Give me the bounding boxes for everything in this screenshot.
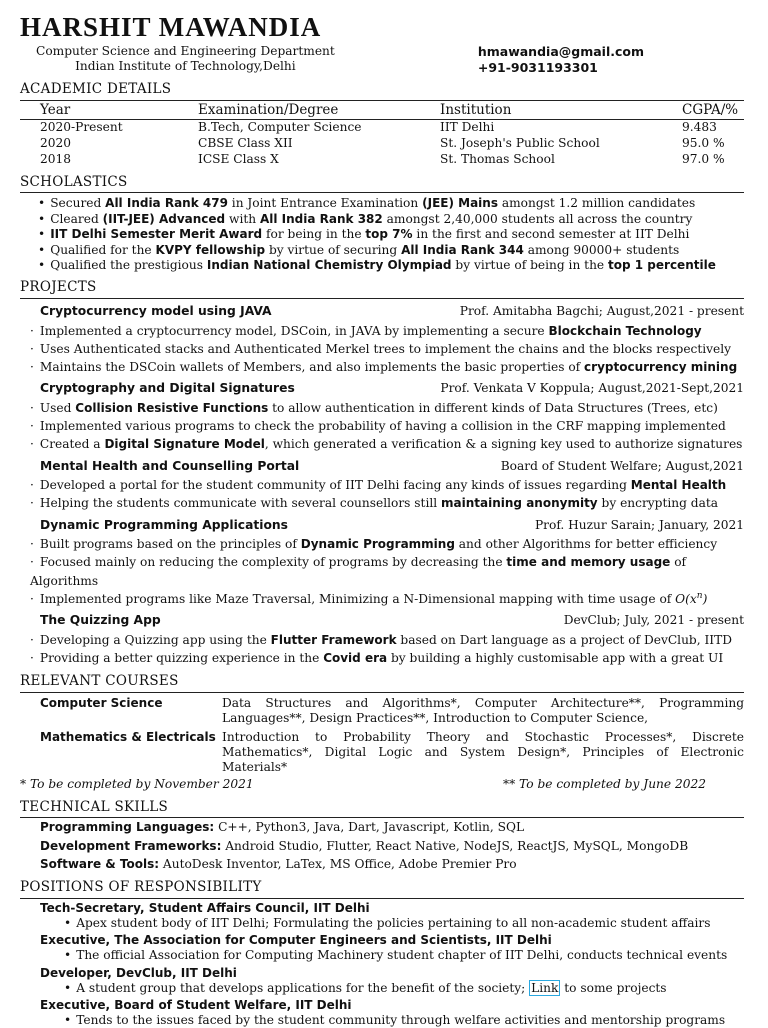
contact-info [478, 44, 644, 75]
plain-text: in the first and second semester at IIT Delhi [412, 227, 690, 242]
skill-row [20, 818, 744, 836]
plain-text: Qualified for the [50, 242, 156, 257]
list-item [30, 553, 744, 590]
cell: 97.0 % [682, 151, 725, 166]
emphasis-text: Covid era [323, 650, 388, 665]
position-desc-after: to some projects [560, 980, 667, 995]
table-row [20, 120, 744, 136]
emphasis-text: (JEE) Mains [422, 196, 498, 211]
cell: St. Joseph's Public School [440, 135, 600, 150]
emphasis-text: Indian National Chemistry Olympiad [206, 257, 452, 272]
list-item [30, 399, 744, 417]
position-desc: • Apex student body of IIT Delhi; Formulating the policies pertaining to all non-academic student affairs [40, 916, 744, 931]
plain-text: Qualified the prestigious [50, 257, 207, 272]
cell: B.Tech, Computer Science [198, 120, 362, 134]
section-positions-title: POSITIONS OF RESPONSIBILITY [20, 879, 744, 899]
plain-text: Implemented various programs to check the probability of having a collision in the CRF mapping implemented [39, 419, 726, 434]
col-institution: Institution [440, 102, 682, 119]
department: Computer Science and Engineering Department [36, 44, 335, 58]
plain-text: amongst 2,40,000 students all across the country [382, 211, 693, 226]
plain-text: among 90000+ students [523, 242, 680, 257]
plain-text: by virtue of securing [265, 242, 402, 257]
project-title: Mental Health and Counselling Portal [40, 458, 300, 473]
emphasis-text: Dynamic Programming [300, 537, 455, 552]
emphasis-text: maintaining anonymity [441, 496, 598, 511]
position-desc: • The official Association for Computing Machinery student chapter of IIT Delhi, conducts technical events [40, 948, 744, 963]
list-item [30, 358, 744, 376]
emphasis-text: KVPY fellowship [155, 242, 266, 257]
position-role: Executive, The Association for Computer Engineers and Scientists, IIT Delhi [40, 933, 552, 948]
list-item [30, 322, 744, 340]
table-row [20, 136, 744, 152]
plain-text: for being in the [262, 227, 366, 242]
plain-text: Built programs based on the principles of [39, 537, 301, 552]
cell: CBSE Class XII [198, 135, 293, 150]
project-points [20, 399, 744, 454]
position-role: Tech-Secretary, Student Affairs Council, IIT Delhi [40, 901, 370, 916]
institute: Indian Institute of Technology,Delhi [75, 59, 296, 74]
skill-row [20, 837, 744, 855]
course-row [20, 730, 744, 776]
emphasis-text: All India Rank 344 [401, 242, 524, 257]
project-header [20, 304, 744, 319]
position-desc-text: A student group that develops applications for the benefit of the society; [76, 980, 526, 995]
plain-text: Helping the students communicate with several counsellors still [39, 496, 442, 511]
plain-text: to allow authentication in different kinds of Data Structures (Trees, etc) [268, 400, 718, 415]
course-row [20, 696, 744, 727]
plain-text: Implemented programs like Maze Traversal, Minimizing a N-Dimensional mapping with time usage of [39, 591, 676, 606]
cell: St. Thomas School [440, 151, 555, 166]
projects-list [20, 304, 744, 667]
emphasis-text: cryptocurrency mining [584, 360, 738, 375]
cell: 9.483 [682, 120, 717, 134]
project-points [20, 322, 744, 377]
project-title: Dynamic Programming Applications [40, 517, 288, 532]
academic-table [20, 102, 744, 167]
project-header [20, 459, 744, 474]
position-role: Executive, Board of Student Welfare, IIT Delhi [40, 997, 352, 1012]
plain-text: Providing a better quizzing experience in the [39, 650, 324, 665]
course-value: Data Structures and Algorithms*, Computer Architecture**, Programming Languages**, Design Practices**, Introduction to Computer Science, [222, 696, 744, 726]
emphasis-text: All India Rank 382 [259, 211, 383, 226]
project-points [20, 631, 744, 668]
section-courses-title: RELEVANT COURSES [20, 673, 744, 693]
project-header [20, 381, 744, 396]
emphasis-text: Flutter Framework [270, 632, 397, 647]
skill-value: C++, Python3, Java, Dart, Javascript, Kotlin, SQL [218, 820, 525, 835]
phone: +91-9031193301 [477, 59, 598, 75]
cell: 2018 [40, 151, 72, 166]
plain-text: Implemented a cryptocurrency model, DSCoin, in JAVA by implementing a secure [39, 323, 549, 338]
emphasis-text: All India Rank 479 [105, 196, 228, 211]
math-text: ) [702, 591, 708, 606]
plain-text: Maintains the DSCoin wallets of Members, and also implements the basic properties of [39, 360, 585, 375]
emphasis-text: top 7% [365, 227, 413, 242]
project-meta: DevClub; July, 2021 - present [563, 613, 744, 628]
table-row [20, 152, 744, 168]
project-title: Cryptocurrency model using JAVA [40, 304, 272, 319]
emphasis-text: (IIT-JEE) Advanced [102, 211, 226, 226]
project-title: Cryptography and Digital Signatures [40, 381, 295, 396]
scholastics-list [20, 196, 744, 273]
list-item [30, 476, 744, 494]
list-item [38, 243, 744, 258]
position-desc [40, 981, 744, 996]
list-item [30, 417, 744, 435]
emphasis-text: Collision Resistive Functions [75, 400, 269, 415]
project-meta: Prof. Huzur Sarain; January, 2021 [534, 517, 744, 532]
cell: IIT Delhi [440, 120, 495, 134]
plain-text: of Algorithms [30, 555, 687, 588]
plain-text: , which generated a verification & a signing key used to authorize signatures [264, 437, 743, 452]
list-item [30, 590, 744, 608]
plain-text: Used [39, 400, 76, 415]
list-item [38, 227, 744, 242]
project-meta: Prof. Venkata V Koppula; August,2021-Sept,2021 [440, 381, 744, 396]
note-right: ** To be completed by June 2022 [502, 777, 706, 792]
plain-text: Secured [50, 196, 106, 211]
position-role: Developer, DevClub, IIT Delhi [40, 965, 237, 980]
plain-text: by building a highly customisable app with a great UI [387, 650, 724, 665]
section-scholastics-title: SCHOLASTICS [20, 174, 744, 194]
email[interactable]: hmawandia@gmail.com [477, 44, 644, 59]
plain-text: with [225, 211, 260, 226]
plain-text: amongst 1.2 million candidates [497, 196, 696, 211]
plain-text: Focused mainly on reducing the complexity of programs by decreasing the [39, 555, 507, 570]
list-item [30, 649, 744, 667]
cell: ICSE Class X [198, 151, 279, 166]
plain-text: Developed a portal for the student community of IIT Delhi facing any kinds of issues regarding [39, 478, 631, 493]
project-title: The Quizzing App [40, 613, 161, 628]
candidate-name: HARSHIT MAWANDIA [20, 12, 322, 42]
list-item [30, 631, 744, 649]
list-item [38, 212, 744, 227]
plain-text: based on Dart language as a project of DevClub, IITD [396, 632, 732, 647]
col-year: Year [20, 102, 198, 119]
plain-text: Created a [39, 437, 105, 452]
course-key: Computer Science [40, 696, 163, 711]
plain-text: and other Algorithms for better efficiency [454, 537, 718, 552]
project-header [20, 613, 744, 628]
math-text: O(x [675, 591, 697, 606]
skill-value: Android Studio, Flutter, React Native, NodeJS, ReactJS, MySQL, MongoDB [225, 838, 689, 853]
position-desc: • Tends to the issues faced by the student community through welfare activities and mentorship programs [40, 1013, 744, 1028]
project-points [20, 476, 744, 513]
affiliation [36, 44, 335, 75]
course-key: Mathematics & Electricals [40, 729, 216, 744]
cell: 2020-Present [40, 120, 123, 134]
emphasis-text: top 1 percentile [608, 257, 716, 272]
plain-text: by virtue of being in the [451, 257, 609, 272]
emphasis-text: time and memory usage [506, 555, 671, 570]
cell: 95.0 % [682, 135, 725, 150]
emphasis-text: IIT Delhi Semester Merit Award [50, 227, 263, 242]
math-exponent: n [696, 590, 703, 601]
list-item [30, 535, 744, 553]
emphasis-text: Mental Health [630, 478, 727, 493]
list-item [30, 340, 744, 358]
projects-link[interactable]: Link [531, 980, 559, 995]
contact-header [20, 44, 744, 75]
section-projects-title: PROJECTS [20, 279, 744, 299]
skill-key: Software & Tools: [40, 857, 160, 872]
plain-text: by encrypting data [597, 496, 719, 511]
note-left: * To be completed by November 2021 [20, 777, 254, 792]
skill-key: Programming Languages: [40, 820, 215, 835]
plain-text: Uses Authenticated stacks and Authenticated Merkel trees to implement the chains and the blocks respectively [39, 341, 732, 356]
course-value: Introduction to Probability Theory and Stochastic Processes*, Discrete Mathematics*, Digital Logic and System Design*, Principles of Electronic Materials* [222, 729, 744, 775]
project-points [20, 535, 744, 608]
resume-page [20, 14, 744, 1028]
list-item [38, 258, 744, 273]
col-exam: Examination/Degree [198, 102, 440, 119]
plain-text: Cleared [50, 211, 103, 226]
project-meta: Prof. Amitabha Bagchi; August,2021 - present [459, 304, 744, 319]
academic-header-row [20, 102, 744, 119]
list-item [30, 435, 744, 453]
course-notes [20, 777, 744, 792]
section-skills-title: TECHNICAL SKILLS [20, 799, 744, 819]
skill-row [20, 855, 744, 873]
emphasis-text: Digital Signature Model [104, 437, 265, 452]
emphasis-text: Blockchain Technology [548, 323, 702, 338]
skill-key: Development Frameworks: [40, 838, 222, 853]
section-academic-title: ACADEMIC DETAILS [20, 81, 744, 101]
plain-text: Developing a Quizzing app using the [39, 632, 271, 647]
list-item [38, 196, 744, 211]
skill-value: AutoDesk Inventor, LaTex, MS Office, Adobe Premier Pro [162, 857, 517, 872]
cell: 2020 [40, 135, 72, 150]
positions-list [20, 901, 744, 1028]
col-cgpa: CGPA/% [682, 102, 744, 119]
list-item [30, 494, 744, 512]
plain-text: in Joint Entrance Examination [227, 196, 423, 211]
project-meta: Board of Student Welfare; August,2021 [500, 458, 744, 473]
project-header [20, 518, 744, 533]
